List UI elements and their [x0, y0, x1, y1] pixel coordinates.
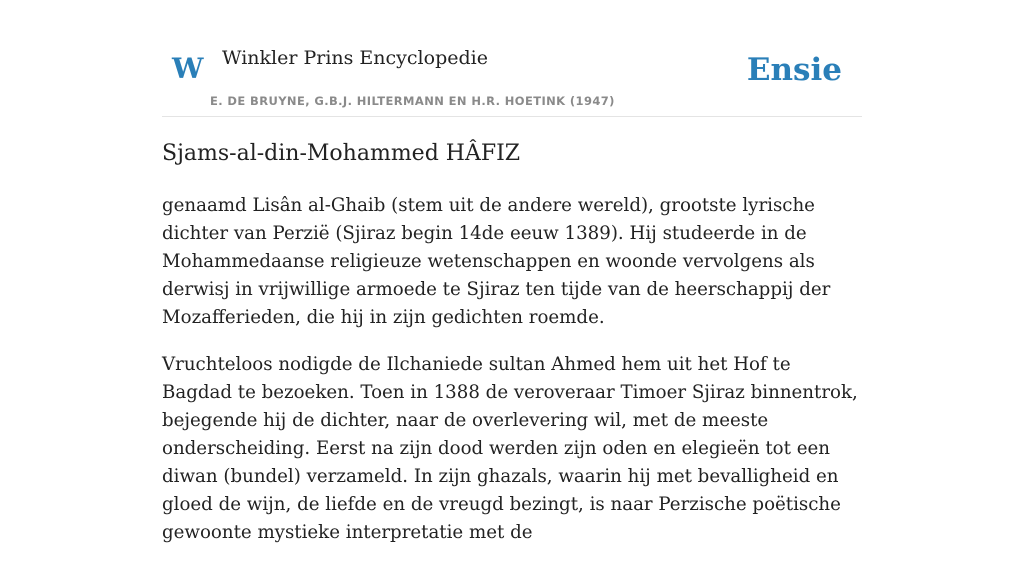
source-title[interactable]: Winkler Prins Encyclopedie: [222, 47, 488, 69]
article-paragraph-1: genaamd Lisân al-Ghaib (stem uit de andere wereld), grootste lyrische dichter van Perzië (Sjiraz begin 14de eeuw 1389). Hij studeerde in de Mohammedaanse religieuze wetenschappen en woonde vervolgens als derwisj in vrijwillige armoede te Sjiraz ten tijde van de heerschappij der Mozafferieden, die hij in zijn gedichten roemde.: [162, 195, 831, 328]
article-body: [162, 192, 862, 566]
winkler-prins-logo[interactable]: W: [172, 52, 204, 85]
ensie-brand-logo[interactable]: Ensie: [746, 52, 842, 88]
source-authors: E. DE BRUYNE, G.B.J. HILTERMANN EN H.R. HOETINK (1947): [210, 94, 615, 108]
article-paragraph-2: Vruchteloos nodigde de Ilchaniede sultan Ahmed hem uit het Hof te Bagdad te bezoeken. Toen in 1388 de veroveraar Timoer Sjiraz binnentrok, bejegende hij de dichter, naar de overlevering wil, met de meeste onderscheiding. Eerst na zijn dood werden zijn oden en elegieën tot een diwan (bundel) verzameld. In zijn ghazals, waarin hij met bevalligheid en gloed de wijn, de liefde en de vreugd bezingt, is naar Perzische poëtische gewoonte mystieke interpretatie met de: [162, 354, 858, 543]
article-title: Sjams-al-din-Mohammed HÂFIZ: [162, 141, 521, 166]
page: [162, 0, 862, 543]
source-header: [162, 0, 862, 117]
